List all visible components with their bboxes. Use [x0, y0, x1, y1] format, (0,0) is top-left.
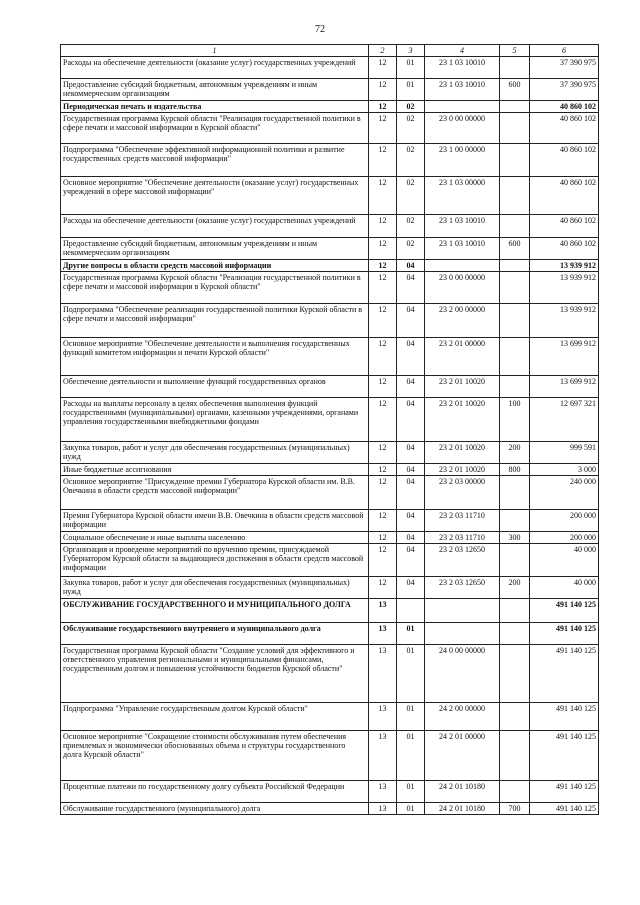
table-row: [61, 464, 599, 476]
row-name-cell: Расходы на обеспечение деятельности (оказание услуг) государственных учреждений: [61, 57, 369, 79]
row-subsection-code-cell: 02: [397, 113, 425, 144]
row-target-article-cell: 23 2 01 00000: [425, 338, 500, 376]
row-section-code-cell: 12: [369, 272, 397, 304]
budget-table-body: [61, 45, 599, 815]
row-amount-cell: 13 699 912: [530, 338, 599, 376]
row-amount-cell: 999 591: [530, 442, 599, 464]
row-name-cell: Другие вопросы в области средств массовой информации: [61, 260, 369, 272]
row-amount-cell: 491 140 125: [530, 703, 599, 731]
row-expense-type-cell: 300: [500, 532, 530, 544]
table-row: [61, 338, 599, 376]
row-target-article-cell: 23 1 03 10010: [425, 57, 500, 79]
row-target-article-cell: 23 2 03 12650: [425, 577, 500, 599]
row-name-cell: Премия Губернатора Курской области имени В.В. Овечкина в области средств массовой информации: [61, 510, 369, 532]
row-name-cell: Закупка товаров, работ и услуг для обеспечения государственных (муниципальных) нужд: [61, 577, 369, 599]
row-expense-type-cell: 600: [500, 79, 530, 101]
table-row: [61, 113, 599, 144]
table-row: [61, 623, 599, 645]
table-row: [61, 215, 599, 238]
row-amount-cell: 200 000: [530, 510, 599, 532]
row-target-article-cell: 23 1 03 10010: [425, 79, 500, 101]
row-target-article-cell: 23 2 01 10020: [425, 464, 500, 476]
row-subsection-code-cell: 01: [397, 803, 425, 815]
row-target-article-cell: [425, 260, 500, 272]
row-target-article-cell: [425, 623, 500, 645]
table-row: [61, 544, 599, 577]
row-name-cell: Обеспечение деятельности и выполнение функций государственных органов: [61, 376, 369, 398]
row-name-cell: Предоставление субсидий бюджетным, автономным учреждениям и иным некоммерческим организациям: [61, 238, 369, 260]
budget-table: [60, 44, 599, 815]
row-name-cell: Государственная программа Курской области "Реализация государственной политики в сфере печати и массовой информации в Курской области": [61, 272, 369, 304]
table-row: [61, 260, 599, 272]
row-subsection-code-cell: 04: [397, 304, 425, 338]
row-target-article-cell: 23 2 01 10020: [425, 398, 500, 442]
row-section-code-cell: 12: [369, 398, 397, 442]
row-name-cell: Социальное обеспечение и иные выплаты населению: [61, 532, 369, 544]
row-subsection-code-cell: 04: [397, 577, 425, 599]
row-expense-type-cell: 700: [500, 803, 530, 815]
row-expense-type-cell: [500, 260, 530, 272]
page-number: 72: [315, 24, 325, 35]
row-subsection-code-cell: 01: [397, 645, 425, 703]
row-expense-type-cell: [500, 645, 530, 703]
column-header-2: 2: [369, 45, 397, 57]
row-target-article-cell: 23 2 01 10020: [425, 442, 500, 464]
row-amount-cell: 491 140 125: [530, 803, 599, 815]
table-row: [61, 376, 599, 398]
row-amount-cell: 491 140 125: [530, 781, 599, 803]
row-target-article-cell: 23 2 03 12650: [425, 544, 500, 577]
row-subsection-code-cell: 01: [397, 731, 425, 781]
row-amount-cell: 491 140 125: [530, 599, 599, 623]
row-target-article-cell: 24 2 01 00000: [425, 731, 500, 781]
table-row: [61, 101, 599, 113]
row-amount-cell: 491 140 125: [530, 731, 599, 781]
row-section-code-cell: 12: [369, 544, 397, 577]
row-section-code-cell: 12: [369, 532, 397, 544]
row-section-code-cell: 12: [369, 304, 397, 338]
row-amount-cell: 12 697 321: [530, 398, 599, 442]
row-amount-cell: 40 860 102: [530, 144, 599, 177]
row-expense-type-cell: [500, 113, 530, 144]
row-target-article-cell: [425, 599, 500, 623]
row-expense-type-cell: [500, 338, 530, 376]
row-amount-cell: 40 860 102: [530, 113, 599, 144]
row-section-code-cell: 13: [369, 599, 397, 623]
row-target-article-cell: 23 2 00 00000: [425, 304, 500, 338]
row-subsection-code-cell: 04: [397, 376, 425, 398]
row-section-code-cell: 13: [369, 803, 397, 815]
row-target-article-cell: 24 2 00 00000: [425, 703, 500, 731]
row-subsection-code-cell: 02: [397, 238, 425, 260]
row-expense-type-cell: [500, 703, 530, 731]
row-amount-cell: 40 000: [530, 577, 599, 599]
row-expense-type-cell: [500, 599, 530, 623]
row-section-code-cell: 12: [369, 476, 397, 510]
row-section-code-cell: 12: [369, 177, 397, 215]
row-amount-cell: 491 140 125: [530, 623, 599, 645]
column-header-1: 1: [61, 45, 369, 57]
row-section-code-cell: 12: [369, 238, 397, 260]
table-row: [61, 532, 599, 544]
row-target-article-cell: 24 0 00 00000: [425, 645, 500, 703]
row-name-cell: Периодическая печать и издательства: [61, 101, 369, 113]
row-subsection-code-cell: 02: [397, 144, 425, 177]
row-section-code-cell: 12: [369, 376, 397, 398]
row-section-code-cell: 12: [369, 57, 397, 79]
row-expense-type-cell: [500, 57, 530, 79]
table-row: [61, 577, 599, 599]
column-header-5: 5: [500, 45, 530, 57]
row-amount-cell: 40 860 102: [530, 177, 599, 215]
row-subsection-code-cell: 04: [397, 464, 425, 476]
row-amount-cell: 3 000: [530, 464, 599, 476]
row-section-code-cell: 13: [369, 731, 397, 781]
row-amount-cell: 40 860 102: [530, 215, 599, 238]
row-section-code-cell: 12: [369, 464, 397, 476]
row-amount-cell: 240 000: [530, 476, 599, 510]
table-row: [61, 442, 599, 464]
row-expense-type-cell: [500, 376, 530, 398]
row-section-code-cell: 13: [369, 781, 397, 803]
row-subsection-code-cell: 04: [397, 532, 425, 544]
row-amount-cell: 37 390 975: [530, 79, 599, 101]
row-expense-type-cell: [500, 544, 530, 577]
row-expense-type-cell: [500, 731, 530, 781]
row-subsection-code-cell: 01: [397, 79, 425, 101]
row-target-article-cell: 23 1 03 10010: [425, 215, 500, 238]
row-name-cell: Обслуживание государственного (муниципального) долга: [61, 803, 369, 815]
column-header-6: 6: [530, 45, 599, 57]
row-subsection-code-cell: 04: [397, 272, 425, 304]
row-name-cell: Закупка товаров, работ и услуг для обеспечения государственных (муниципальных) нужд: [61, 442, 369, 464]
row-section-code-cell: 12: [369, 260, 397, 272]
row-subsection-code-cell: 04: [397, 338, 425, 376]
row-expense-type-cell: [500, 510, 530, 532]
table-row: [61, 304, 599, 338]
row-subsection-code-cell: 04: [397, 442, 425, 464]
table-row: [61, 781, 599, 803]
table-header-row: [61, 45, 599, 57]
row-section-code-cell: 12: [369, 510, 397, 532]
row-expense-type-cell: [500, 101, 530, 113]
row-name-cell: Государственная программа Курской области "Реализация государственной политики в сфере печати и массовой информации в Курской области": [61, 113, 369, 144]
table-row: [61, 238, 599, 260]
row-subsection-code-cell: 04: [397, 476, 425, 510]
row-expense-type-cell: 600: [500, 238, 530, 260]
table-row: [61, 803, 599, 815]
row-target-article-cell: 23 1 00 00000: [425, 144, 500, 177]
row-amount-cell: 13 939 912: [530, 272, 599, 304]
row-section-code-cell: 13: [369, 703, 397, 731]
table-row: [61, 272, 599, 304]
row-subsection-code-cell: 02: [397, 215, 425, 238]
row-expense-type-cell: 200: [500, 577, 530, 599]
row-target-article-cell: 23 0 00 00000: [425, 272, 500, 304]
row-target-article-cell: 23 2 03 11710: [425, 532, 500, 544]
table-row: [61, 177, 599, 215]
row-name-cell: Расходы на выплаты персоналу в целях обеспечения выполнения функций государственными (муниципальными) органами, казенными учреждениями, органами управления государственными внебюджетными фондами: [61, 398, 369, 442]
row-subsection-code-cell: 04: [397, 510, 425, 532]
row-name-cell: Основное мероприятие "Сокращение стоимости обслуживания путем обеспечения приемлемых и экономически обоснованных объема и структуры государственного долга Курской области": [61, 731, 369, 781]
row-name-cell: Государственная программа Курской области "Создание условий для эффективного и ответственного управления региональными и муниципальными финансами, государственным долгом и повышения устойчивости бюджетов Курской области": [61, 645, 369, 703]
row-name-cell: Расходы на обеспечение деятельности (оказание услуг) государственных учреждений: [61, 215, 369, 238]
row-section-code-cell: 12: [369, 79, 397, 101]
row-subsection-code-cell: 02: [397, 101, 425, 113]
row-expense-type-cell: 800: [500, 464, 530, 476]
row-amount-cell: 37 390 975: [530, 57, 599, 79]
row-target-article-cell: 23 2 03 11710: [425, 510, 500, 532]
row-subsection-code-cell: 04: [397, 544, 425, 577]
row-expense-type-cell: [500, 272, 530, 304]
row-target-article-cell: 24 2 01 10180: [425, 803, 500, 815]
row-section-code-cell: 12: [369, 144, 397, 177]
row-subsection-code-cell: [397, 599, 425, 623]
table-row: [61, 476, 599, 510]
row-expense-type-cell: [500, 476, 530, 510]
row-name-cell: Подпрограмма "Обеспечение эффективной информационной политики и развитие государственных средств массовой информации": [61, 144, 369, 177]
row-target-article-cell: 23 2 01 10020: [425, 376, 500, 398]
row-name-cell: Иные бюджетные ассигнования: [61, 464, 369, 476]
row-amount-cell: 200 000: [530, 532, 599, 544]
row-target-article-cell: 23 1 03 00000: [425, 177, 500, 215]
row-subsection-code-cell: 01: [397, 623, 425, 645]
row-name-cell: Основное мероприятие "Обеспечение деятельности (оказание услуг) государственных учреждений в сфере массовой информации": [61, 177, 369, 215]
table-row: [61, 645, 599, 703]
row-subsection-code-cell: 04: [397, 398, 425, 442]
row-section-code-cell: 12: [369, 215, 397, 238]
row-amount-cell: 13 699 912: [530, 376, 599, 398]
column-header-3: 3: [397, 45, 425, 57]
row-section-code-cell: 12: [369, 442, 397, 464]
row-name-cell: ОБСЛУЖИВАНИЕ ГОСУДАРСТВЕННОГО И МУНИЦИПАЛЬНОГО ДОЛГА: [61, 599, 369, 623]
row-section-code-cell: 12: [369, 113, 397, 144]
table-row: [61, 731, 599, 781]
table-row: [61, 144, 599, 177]
table-row: [61, 510, 599, 532]
table-row: [61, 57, 599, 79]
row-subsection-code-cell: 01: [397, 703, 425, 731]
row-name-cell: Подпрограмма "Обеспечение реализации государственной политики Курской области в сфере печати и массовой информации": [61, 304, 369, 338]
row-amount-cell: 13 939 912: [530, 260, 599, 272]
row-name-cell: Организация и проведение мероприятий по вручению премии, присуждаемой Губернатором Курской области за выдающиеся достижения в области средств массовой информации: [61, 544, 369, 577]
column-header-4: 4: [425, 45, 500, 57]
table-row: [61, 599, 599, 623]
row-amount-cell: 40 860 102: [530, 101, 599, 113]
row-name-cell: Основное мероприятие "Обеспечение деятельности и выполнения государственных функций комитетом информации и печати Курской области": [61, 338, 369, 376]
row-expense-type-cell: [500, 215, 530, 238]
table-row: [61, 703, 599, 731]
row-name-cell: Предоставление субсидий бюджетным, автономным учреждениям и иным некоммерческим организациям: [61, 79, 369, 101]
row-section-code-cell: 12: [369, 101, 397, 113]
row-name-cell: Основное мероприятие "Присуждение премии Губернатора Курской области им. В.В. Овечкина в области средств массовой информации": [61, 476, 369, 510]
row-subsection-code-cell: 01: [397, 57, 425, 79]
row-expense-type-cell: [500, 781, 530, 803]
row-subsection-code-cell: 02: [397, 177, 425, 215]
row-section-code-cell: 12: [369, 577, 397, 599]
table-row: [61, 79, 599, 101]
row-name-cell: Процентные платежи по государственному долгу субъекта Российской Федерации: [61, 781, 369, 803]
row-section-code-cell: 13: [369, 645, 397, 703]
row-name-cell: Обслуживание государственного внутреннего и муниципального долга: [61, 623, 369, 645]
row-subsection-code-cell: 04: [397, 260, 425, 272]
row-section-code-cell: 13: [369, 623, 397, 645]
row-expense-type-cell: [500, 304, 530, 338]
row-expense-type-cell: [500, 623, 530, 645]
row-target-article-cell: 24 2 01 10180: [425, 781, 500, 803]
row-amount-cell: 40 000: [530, 544, 599, 577]
row-target-article-cell: 23 0 00 00000: [425, 113, 500, 144]
row-target-article-cell: 23 1 03 10010: [425, 238, 500, 260]
row-target-article-cell: [425, 101, 500, 113]
row-expense-type-cell: [500, 144, 530, 177]
row-expense-type-cell: [500, 177, 530, 215]
row-target-article-cell: 23 2 03 00000: [425, 476, 500, 510]
table-row: [61, 398, 599, 442]
row-amount-cell: 491 140 125: [530, 645, 599, 703]
row-section-code-cell: 12: [369, 338, 397, 376]
row-amount-cell: 13 939 912: [530, 304, 599, 338]
row-name-cell: Подпрограмма "Управление государственным долгом Курской области": [61, 703, 369, 731]
row-amount-cell: 40 860 102: [530, 238, 599, 260]
row-subsection-code-cell: 01: [397, 781, 425, 803]
row-expense-type-cell: 200: [500, 442, 530, 464]
row-expense-type-cell: 100: [500, 398, 530, 442]
